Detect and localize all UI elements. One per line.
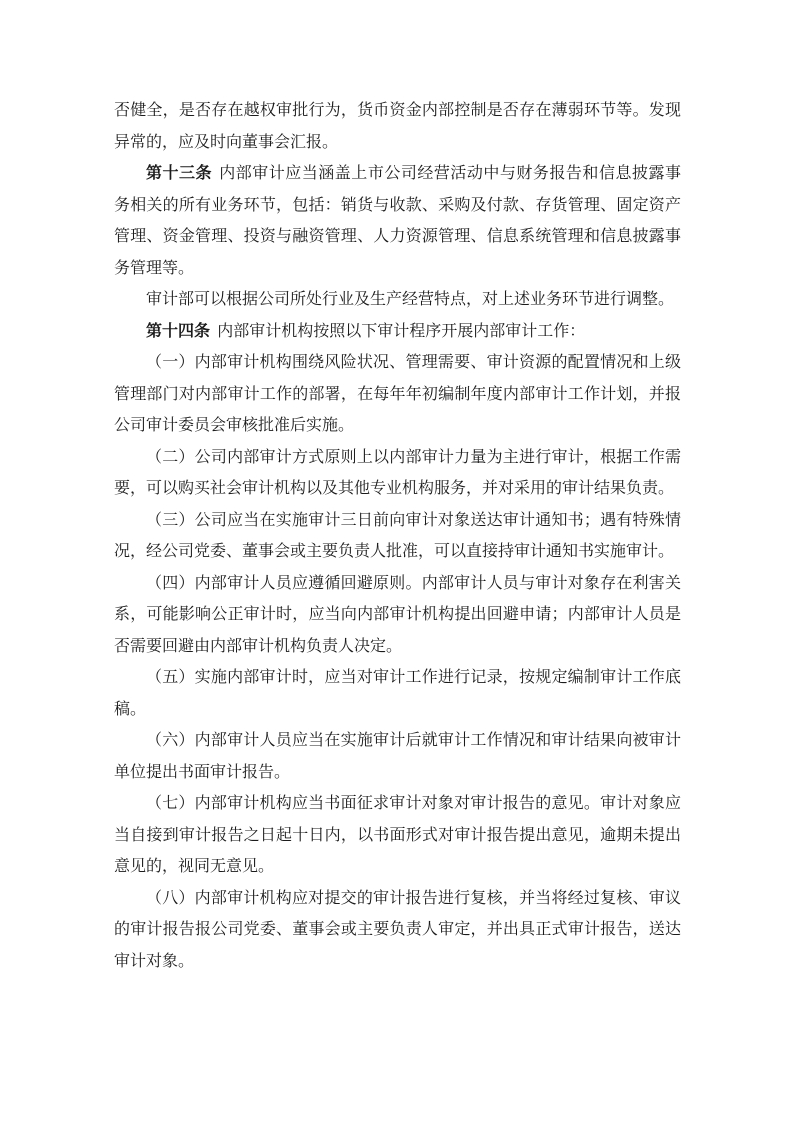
paragraph-item-6: （六）内部审计人员应当在实施审计后就审计工作情况和审计结果向被审计单位提出书面审计报告。 — [114, 732, 681, 781]
paragraph-item-7: （七）内部审计机构应当书面征求审计对象对审计报告的意见。审计对象应当自接到审计报告之日起十日内，以书面形式对审计报告提出意见，逾期未提出意见的，视同无意见。 — [114, 795, 681, 875]
article-14-number: 第十四条 — [146, 322, 211, 340]
paragraph-item-5: （五）实施内部审计时，应当对审计工作进行记录，按规定编制审计工作底稿。 — [114, 669, 681, 718]
paragraph-item-8: （八）内部审计机构应对提交的审计报告进行复核，并当将经过复核、审议的审计报告报公司党委、董事会或主要负责人审定，并出具正式审计报告，送达审计对象。 — [114, 889, 681, 970]
paragraph-article-13 — [114, 158, 681, 284]
paragraph-article-14 — [114, 316, 681, 348]
paragraph-audit-dept-note: 审计部可以根据公司所处行业及生产经营特点，对上述业务环节进行调整。 — [146, 291, 675, 308]
article-13-number: 第十三条 — [146, 165, 213, 182]
paragraph-item-4: （四）内部审计人员应遵循回避原则。内部审计人员与审计对象存在利害关系，可能影响公正审计时，应当向内部审计机构提出回避申请；内部审计人员是否需要回避由内部审计机构负责人决定。 — [114, 574, 681, 655]
paragraph-item-1: （一）内部审计机构围绕风险状况、管理需要、审计资源的配置情况和上级管理部门对内部审计工作的部署，在每年年初编制年度内部审计工作计划，并报公司审计委员会审核批准后实施。 — [114, 354, 681, 434]
article-14-text: 内部审计机构按照以下审计程序开展内部审计工作： — [217, 322, 586, 340]
article-13-text: 内部审计应当涵盖上市公司经营活动中与财务报告和信息披露事务相关的所有业务环节，包括：销货与收款、采购及付款、存货管理、固定资产管理、资金管理、投资与融资管理、人力资源管理、信息系统管理和信息披露事务管理等。 — [114, 165, 681, 277]
paragraph-item-3: （三）公司应当在实施审计三日前向审计对象送达审计通知书；遇有特殊情况，经公司党委、董事会或主要负责人批准，可以直接持审计通知书实施审计。 — [114, 511, 681, 560]
paragraph-item-2: （二）公司内部审计方式原则上以内部审计力量为主进行审计，根据工作需要，可以购买社会审计机构以及其他专业机构服务，并对采用的审计结果负责。 — [114, 448, 681, 497]
paragraph-continuation: 否健全，是否存在越权审批行为，货币资金内部控制是否存在薄弱环节等。发现异常的，应及时向董事会汇报。 — [114, 102, 681, 151]
